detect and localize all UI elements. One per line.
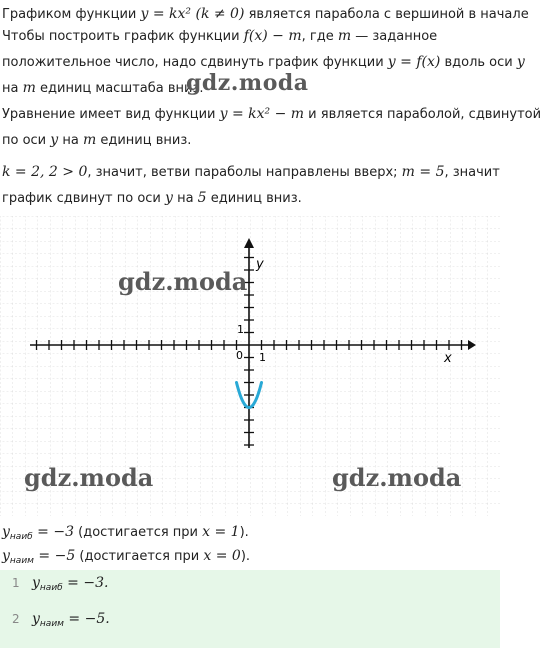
answer-number: 1 — [12, 576, 20, 590]
unit-x-label: 1 — [259, 351, 266, 364]
formula: = −3. — [62, 575, 109, 591]
formula-subscript: наим — [39, 619, 64, 629]
watermark: gdz.moda — [186, 70, 309, 96]
result-line-min — [2, 546, 250, 571]
text-fragment: , значит — [444, 165, 500, 180]
text-fragment: (достигается при — [74, 525, 203, 540]
text-fragment: на — [58, 133, 83, 148]
formula: y — [2, 548, 10, 564]
watermark: gdz.moda — [332, 463, 462, 492]
formula: y — [2, 524, 10, 540]
formula: x = 1 — [202, 524, 240, 540]
text-fragment: положительное число, надо сдвинуть график функции — [2, 55, 388, 70]
text-fragment: Графиком функции — [2, 7, 141, 22]
text-line-4 — [2, 78, 204, 99]
function-graph — [0, 216, 500, 516]
formula-subscript: наиб — [39, 583, 63, 593]
formula: y — [32, 611, 40, 627]
text-fragment: график сдвинут по оси — [2, 191, 166, 206]
text-fragment: вдоль оси — [440, 55, 517, 70]
text-fragment: ). — [239, 525, 249, 540]
answer-box — [0, 570, 500, 648]
formula: m = 5 — [401, 164, 445, 180]
formula: (k ≠ 0) — [191, 6, 245, 22]
formula: m — [82, 132, 97, 148]
text-line-8 — [2, 188, 302, 209]
formula-subscript: наим — [9, 556, 34, 566]
formula: y = kx² − m — [219, 106, 305, 122]
text-fragment: является парабола с вершиной в начале — [244, 7, 529, 22]
formula: y — [165, 190, 173, 206]
formula: y — [50, 132, 59, 148]
formula: = −5 — [33, 548, 76, 564]
text-fragment: ). — [240, 549, 251, 564]
formula: y = kx² — [140, 6, 192, 22]
formula: y — [32, 575, 40, 591]
formula: m — [337, 28, 352, 44]
text-fragment: на — [172, 191, 198, 206]
formula-subscript: наиб — [9, 532, 33, 542]
formula: x = 0 — [203, 548, 241, 564]
text-fragment: единиц вниз. — [96, 133, 192, 148]
text-line-2 — [2, 26, 437, 47]
text-fragment: и является параболой, сдвинутой — [304, 107, 541, 122]
answer-item — [12, 606, 110, 632]
text-fragment: (достигается при — [75, 549, 204, 564]
result-line-max — [2, 522, 249, 547]
text-fragment: по оси — [2, 133, 51, 148]
formula: = −5. — [63, 611, 110, 627]
text-fragment: единиц масштаба вниз. — [35, 81, 204, 96]
formula: y = f(x) — [387, 54, 441, 70]
formula: y — [516, 54, 525, 70]
x-axis-label: x — [444, 351, 452, 366]
text-fragment: на — [2, 81, 23, 96]
formula: k = 2, 2 > 0 — [2, 164, 88, 180]
text-line-6 — [2, 130, 191, 151]
formula: f(x) − m — [243, 28, 302, 44]
watermark: gdz.moda — [24, 463, 154, 492]
text-fragment: — заданное — [351, 29, 438, 44]
text-line-5 — [2, 104, 541, 125]
answer-number: 2 — [12, 612, 20, 626]
formula: 5 — [197, 190, 207, 206]
unit-y-label: 1 — [237, 323, 244, 336]
text-fragment: Чтобы построить график функции — [2, 29, 244, 44]
text-fragment: Уравнение имеет вид функции — [2, 107, 220, 122]
formula: m — [22, 80, 36, 96]
text-line-7 — [2, 162, 500, 183]
text-fragment: единиц вниз. — [206, 191, 302, 206]
answer-item — [12, 570, 108, 596]
watermark: gdz.moda — [118, 267, 248, 296]
text-fragment: , где — [301, 29, 338, 44]
text-fragment: , значит, ветви параболы направлены вверх; — [87, 165, 402, 180]
text-line-1 — [2, 4, 529, 25]
origin-label: 0 — [236, 349, 243, 362]
formula: = −3 — [32, 524, 75, 540]
y-axis-label: y — [256, 257, 264, 272]
